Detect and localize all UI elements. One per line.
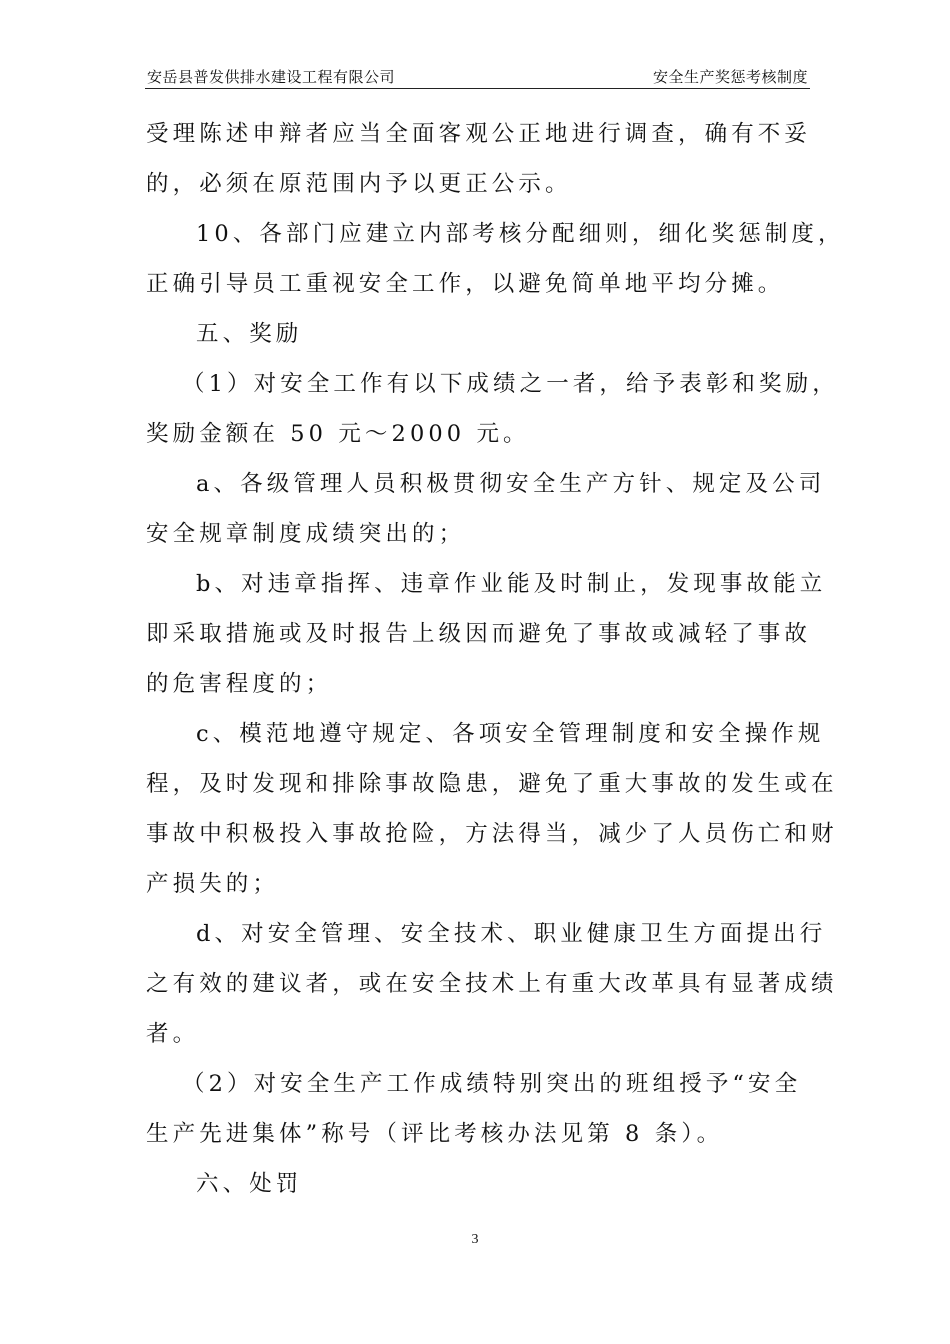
body-line: 受理陈述申辩者应当全面客观公正地进行调查，确有不妥 (146, 121, 812, 147)
body-line: 产损失的； (146, 871, 280, 897)
body-line: d、对安全管理、安全技术、职业健康卫生方面提出行 (196, 921, 827, 947)
body-line: a、各级管理人员积极贯彻安全生产方针、规定及公司 (196, 471, 826, 497)
header-doc-title: 安全生产奖惩考核制度 (652, 68, 808, 86)
body-line: 的，必须在原范围内予以更正公示。 (146, 171, 572, 197)
body-line: （2）对安全生产工作成绩特别突出的班组授予“安全 (182, 1071, 802, 1097)
body-line: 程，及时发现和排除事故隐患，避免了重大事故的发生或在 (146, 771, 838, 797)
page-number: 3 (471, 1232, 479, 1247)
body-line: 的危害程度的； (146, 671, 333, 697)
body-line: 10、各部门应建立内部考核分配细则，细化奖惩制度， (196, 221, 845, 247)
body-line: 事故中积极投入事故抢险，方法得当，减少了人员伤亡和财 (146, 821, 838, 847)
body-line: 正确引导员工重视安全工作，以避免简单地平均分摊。 (146, 271, 785, 297)
body-line: c、模范地遵守规定、各项安全管理制度和安全操作规 (196, 721, 825, 747)
body-line: 者。 (146, 1021, 200, 1047)
header-company: 安岳县普发供排水建设工程有限公司 (147, 68, 396, 86)
page-header (145, 66, 810, 89)
section-heading-rewards: 五、奖励 (196, 321, 303, 347)
body-line: 安全规章制度成绩突出的； (146, 521, 466, 547)
section-heading-penalties: 六、处罚 (196, 1171, 303, 1197)
body-line: 奖励金额在 50 元～2000 元。 (146, 421, 530, 447)
body-line: 之有效的建议者，或在安全技术上有重大改革具有显著成绩 (146, 971, 838, 997)
body-line: （1）对安全工作有以下成绩之一者，给予表彰和奖励， (182, 371, 839, 397)
body-line: 即采取措施或及时报告上级因而避免了事故或减轻了事故 (146, 621, 812, 647)
body-line: b、对违章指挥、违章作业能及时制止，发现事故能立 (196, 571, 827, 597)
body-line: 生产先进集体”称号（评比考核办法见第 8 条）。 (146, 1121, 724, 1147)
